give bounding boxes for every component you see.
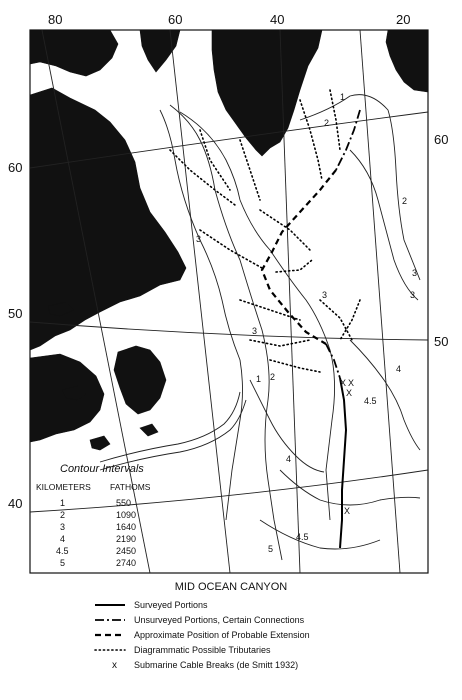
contour-line xyxy=(350,340,420,450)
contour-header-fathoms: FATHOMS xyxy=(110,482,151,492)
contour-row-km: 5 xyxy=(60,558,66,568)
tributary-line xyxy=(260,210,310,250)
contour-table-title: Contour Intervals xyxy=(60,463,144,475)
cable-break-mark: X xyxy=(346,388,353,398)
land-iceland xyxy=(386,30,428,92)
tributary-line xyxy=(300,100,322,180)
contour-row-km: 3 xyxy=(60,522,66,532)
latitude-label-right: 50 xyxy=(434,334,449,349)
contour-row-fathoms: 2190 xyxy=(116,534,137,544)
latitude-label-left: 40 xyxy=(8,496,23,511)
tributary-line xyxy=(270,360,320,372)
land-masses xyxy=(30,30,428,450)
latitude-label-left: 60 xyxy=(8,160,23,175)
contour-label: 2 xyxy=(324,118,330,128)
surveyed-segment xyxy=(340,378,346,548)
lon-line-60 xyxy=(170,30,230,573)
land-island-4 xyxy=(140,424,158,436)
tributary-line xyxy=(340,300,360,340)
contour-label: 2 xyxy=(402,196,408,206)
contour-label: 3 xyxy=(252,326,258,336)
longitude-labels xyxy=(48,12,410,27)
contour-line xyxy=(260,520,380,549)
legend-swatch-cable-break: x xyxy=(112,660,117,671)
cable-break-mark: X xyxy=(344,506,351,516)
legend xyxy=(95,600,310,671)
contour-label: 3 xyxy=(322,290,328,300)
contour-label: 3 xyxy=(410,290,416,300)
contour-label: 3 xyxy=(196,234,202,244)
contour-line xyxy=(300,95,420,280)
legend-item: Unsurveyed Portions, Certain Connections xyxy=(134,615,305,625)
contour-label: 1 xyxy=(340,92,346,102)
contour-row-fathoms: 2740 xyxy=(116,558,137,568)
contour-label: 4.5 xyxy=(364,396,377,406)
legend-item: Diagrammatic Possible Tributaries xyxy=(134,645,271,655)
approx-extension xyxy=(262,170,336,344)
land-island-2 xyxy=(90,436,110,450)
contour-intervals-table xyxy=(36,463,151,568)
legend-item: Submarine Cable Breaks (de Smitt 1932) xyxy=(134,660,299,670)
unsurveyed-segment xyxy=(336,110,360,170)
legend-item: Surveyed Portions xyxy=(134,600,208,610)
contour-header-km: KILOMETERS xyxy=(36,482,91,492)
legend-item: Approximate Position of Probable Extension xyxy=(134,630,310,640)
contour-value-labels xyxy=(196,92,417,554)
lat-line-50 xyxy=(30,322,428,340)
cable-break-mark: X xyxy=(348,378,355,388)
contour-label: 4.5 xyxy=(296,532,309,542)
contour-label: 5 xyxy=(268,544,274,554)
contour-row-km: 2 xyxy=(60,510,66,520)
contour-row-km: 1 xyxy=(60,498,66,508)
contour-label: 1 xyxy=(256,374,262,384)
contour-row-fathoms: 1640 xyxy=(116,522,137,532)
land-greenland xyxy=(212,30,322,156)
tributary-line xyxy=(330,90,340,150)
contour-line xyxy=(100,400,246,470)
longitude-label: 40 xyxy=(270,12,285,27)
contour-row-fathoms: 1090 xyxy=(116,510,137,520)
contour-row-fathoms: 550 xyxy=(116,498,132,508)
contour-label: 3 xyxy=(412,268,418,278)
longitude-label: 80 xyxy=(48,12,63,27)
tributary-line xyxy=(200,230,262,268)
tributary-line xyxy=(250,340,310,346)
contour-line xyxy=(350,150,418,300)
latitude-label-right: 60 xyxy=(434,132,449,147)
contour-label: 4 xyxy=(396,364,402,374)
contour-row-fathoms: 2450 xyxy=(116,546,137,556)
longitude-label: 60 xyxy=(168,12,183,27)
map-title: MID OCEAN CANYON xyxy=(174,581,288,593)
unsurveyed-segment xyxy=(326,344,340,378)
contour-label: 4 xyxy=(286,454,292,464)
cable-break-mark: X xyxy=(340,378,347,388)
contour-label: 2 xyxy=(270,372,276,382)
contour-row-km: 4 xyxy=(60,534,66,544)
contour-row-km: 4.5 xyxy=(56,546,69,556)
latitude-label-left: 50 xyxy=(8,306,23,321)
land-newfoundland xyxy=(114,346,166,414)
tributary-line xyxy=(320,300,352,340)
longitude-label: 20 xyxy=(396,12,411,27)
lon-line-20 xyxy=(360,30,400,573)
